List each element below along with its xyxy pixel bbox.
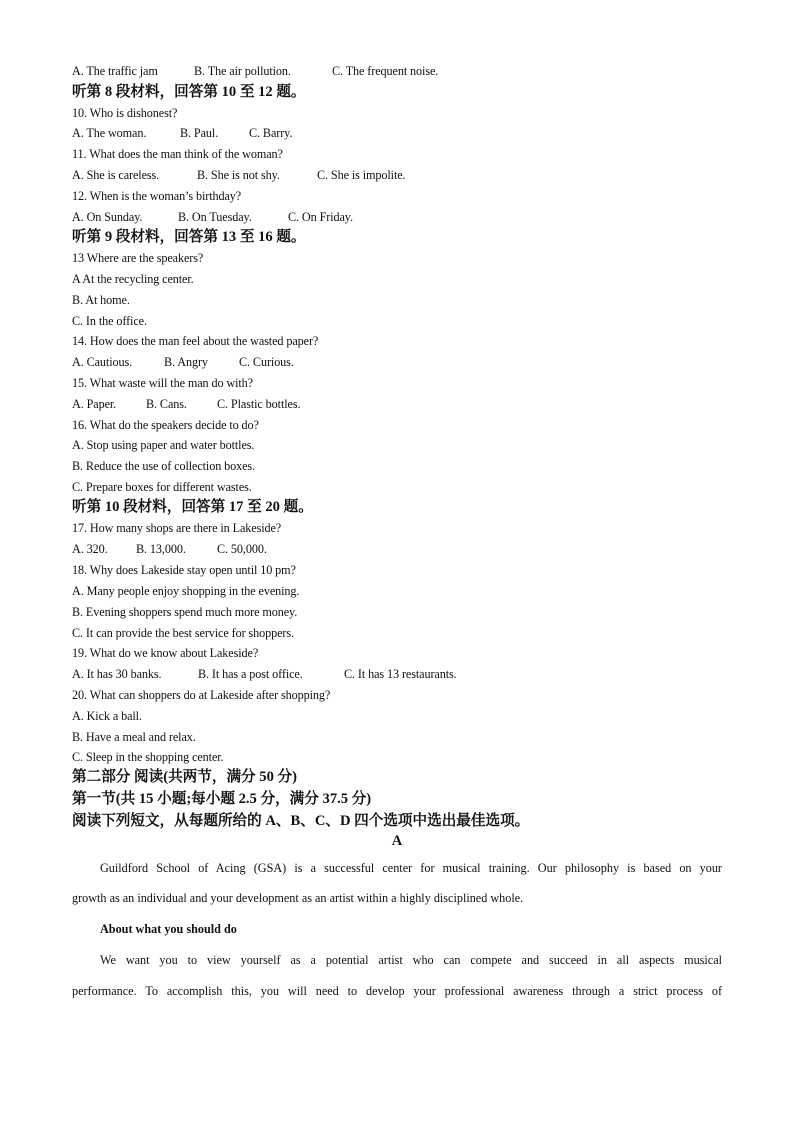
- q9-option-b: B. The air pollution.: [194, 64, 291, 78]
- q13-option-a: A At the recycling center.: [72, 272, 194, 286]
- q9-option-c: C. The frequent noise.: [332, 64, 439, 78]
- q19-option-a: A. It has 30 banks.: [72, 667, 162, 681]
- q14-option-b: B. Angry: [164, 355, 208, 369]
- q12-question: 12. When is the woman’s birthday?: [72, 189, 242, 203]
- passage-p2-line2: performance. To accomplish this, you will need to develop your professional awareness through a strict process of: [72, 984, 722, 998]
- q17-options: [72, 542, 267, 557]
- part2-section1-header: 第一节(共 15 小题;每小题 2.5 分，满分 37.5 分): [72, 791, 372, 807]
- passage-p2-line1: We want you to view yourself as a potential artist who can compete and succeed in all aspects musical: [100, 953, 722, 967]
- q14-question: 14. How does the man feel about the wasted paper?: [72, 334, 319, 348]
- q18-option-a: A. Many people enjoy shopping in the evening.: [72, 584, 300, 598]
- passage-subheading: About what you should do: [100, 922, 237, 936]
- section8-header: 听第 8 段材料，回答第 10 至 12 题。: [72, 84, 306, 100]
- passage-label: A: [391, 833, 403, 849]
- q12-option-c: C. On Friday.: [288, 210, 353, 224]
- q10-option-c: C. Barry.: [249, 126, 293, 140]
- q13-question: 13 Where are the speakers?: [72, 251, 204, 265]
- q19-option-b: B. It has a post office.: [198, 667, 303, 681]
- q20-option-c: C. Sleep in the shopping center.: [72, 750, 224, 764]
- q20-question: 20. What can shoppers do at Lakeside after shopping?: [72, 688, 331, 702]
- part2-header: 第二部分 阅读(共两节，满分 50 分): [72, 769, 297, 785]
- q20-option-a: A. Kick a ball.: [72, 709, 142, 723]
- q17-question: 17. How many shops are there in Lakeside?: [72, 521, 282, 535]
- passage-p1-line2: growth as an individual and your development as an artist within a highly disciplined whole.: [72, 891, 524, 905]
- q11-option-c: C. She is impolite.: [317, 168, 406, 182]
- q13-option-c: C. In the office.: [72, 314, 147, 328]
- q10-options: [72, 126, 292, 141]
- q9-option-a: A. The traffic jam: [72, 64, 158, 78]
- q20-option-b: B. Have a meal and relax.: [72, 730, 196, 744]
- q16-option-c: C. Prepare boxes for different wastes.: [72, 480, 252, 494]
- q16-option-b: B. Reduce the use of collection boxes.: [72, 459, 256, 473]
- q16-option-a: A. Stop using paper and water bottles.: [72, 438, 255, 452]
- q15-option-b: B. Cans.: [146, 397, 187, 411]
- q15-option-a: A. Paper.: [72, 397, 117, 411]
- q12-option-b: B. On Tuesday.: [178, 210, 252, 224]
- q14-option-c: C. Curious.: [239, 355, 294, 369]
- q19-question: 19. What do we know about Lakeside?: [72, 646, 259, 660]
- section10-header: 听第 10 段材料，回答第 17 至 20 题。: [72, 499, 313, 515]
- q10-question: 10. Who is dishonest?: [72, 106, 178, 120]
- q11-option-a: A. She is careless.: [72, 168, 160, 182]
- q14-options: [72, 355, 294, 370]
- q12-options: [72, 210, 353, 225]
- q15-question: 15. What waste will the man do with?: [72, 376, 253, 390]
- q18-option-b: B. Evening shoppers spend much more money.: [72, 605, 298, 619]
- q17-option-b: B. 13,000.: [136, 542, 186, 556]
- q15-option-c: C. Plastic bottles.: [217, 397, 301, 411]
- passage-p1-line1: Guildford School of Acing (GSA) is a successful center for musical training. Our philosophy is based on your: [100, 861, 722, 875]
- q15-options: [72, 397, 300, 412]
- q18-question: 18. Why does Lakeside stay open until 10 pm?: [72, 563, 296, 577]
- q14-option-a: A. Cautious.: [72, 355, 133, 369]
- q11-option-b: B. She is not shy.: [197, 168, 280, 182]
- q18-option-c: C. It can provide the best service for shoppers.: [72, 626, 294, 640]
- section9-header: 听第 9 段材料，回答第 13 至 16 题。: [72, 229, 306, 245]
- q17-option-c: C. 50,000.: [217, 542, 267, 556]
- q12-option-a: A. On Sunday.: [72, 210, 143, 224]
- q16-question: 16. What do the speakers decide to do?: [72, 418, 259, 432]
- q19-options: [72, 667, 457, 682]
- q11-question: 11. What does the man think of the woman?: [72, 147, 283, 161]
- q10-option-b: B. Paul.: [180, 126, 219, 140]
- q11-options: [72, 168, 406, 183]
- reading-instruction: 阅读下列短文，从每题所给的 A、B、C、D 四个选项中选出最佳选项。: [72, 813, 530, 829]
- q9-options: [72, 64, 438, 79]
- q13-option-b: B. At home.: [72, 293, 130, 307]
- q17-option-a: A. 320.: [72, 542, 108, 556]
- q10-option-a: A. The woman.: [72, 126, 147, 140]
- q19-option-c: C. It has 13 restaurants.: [344, 667, 457, 681]
